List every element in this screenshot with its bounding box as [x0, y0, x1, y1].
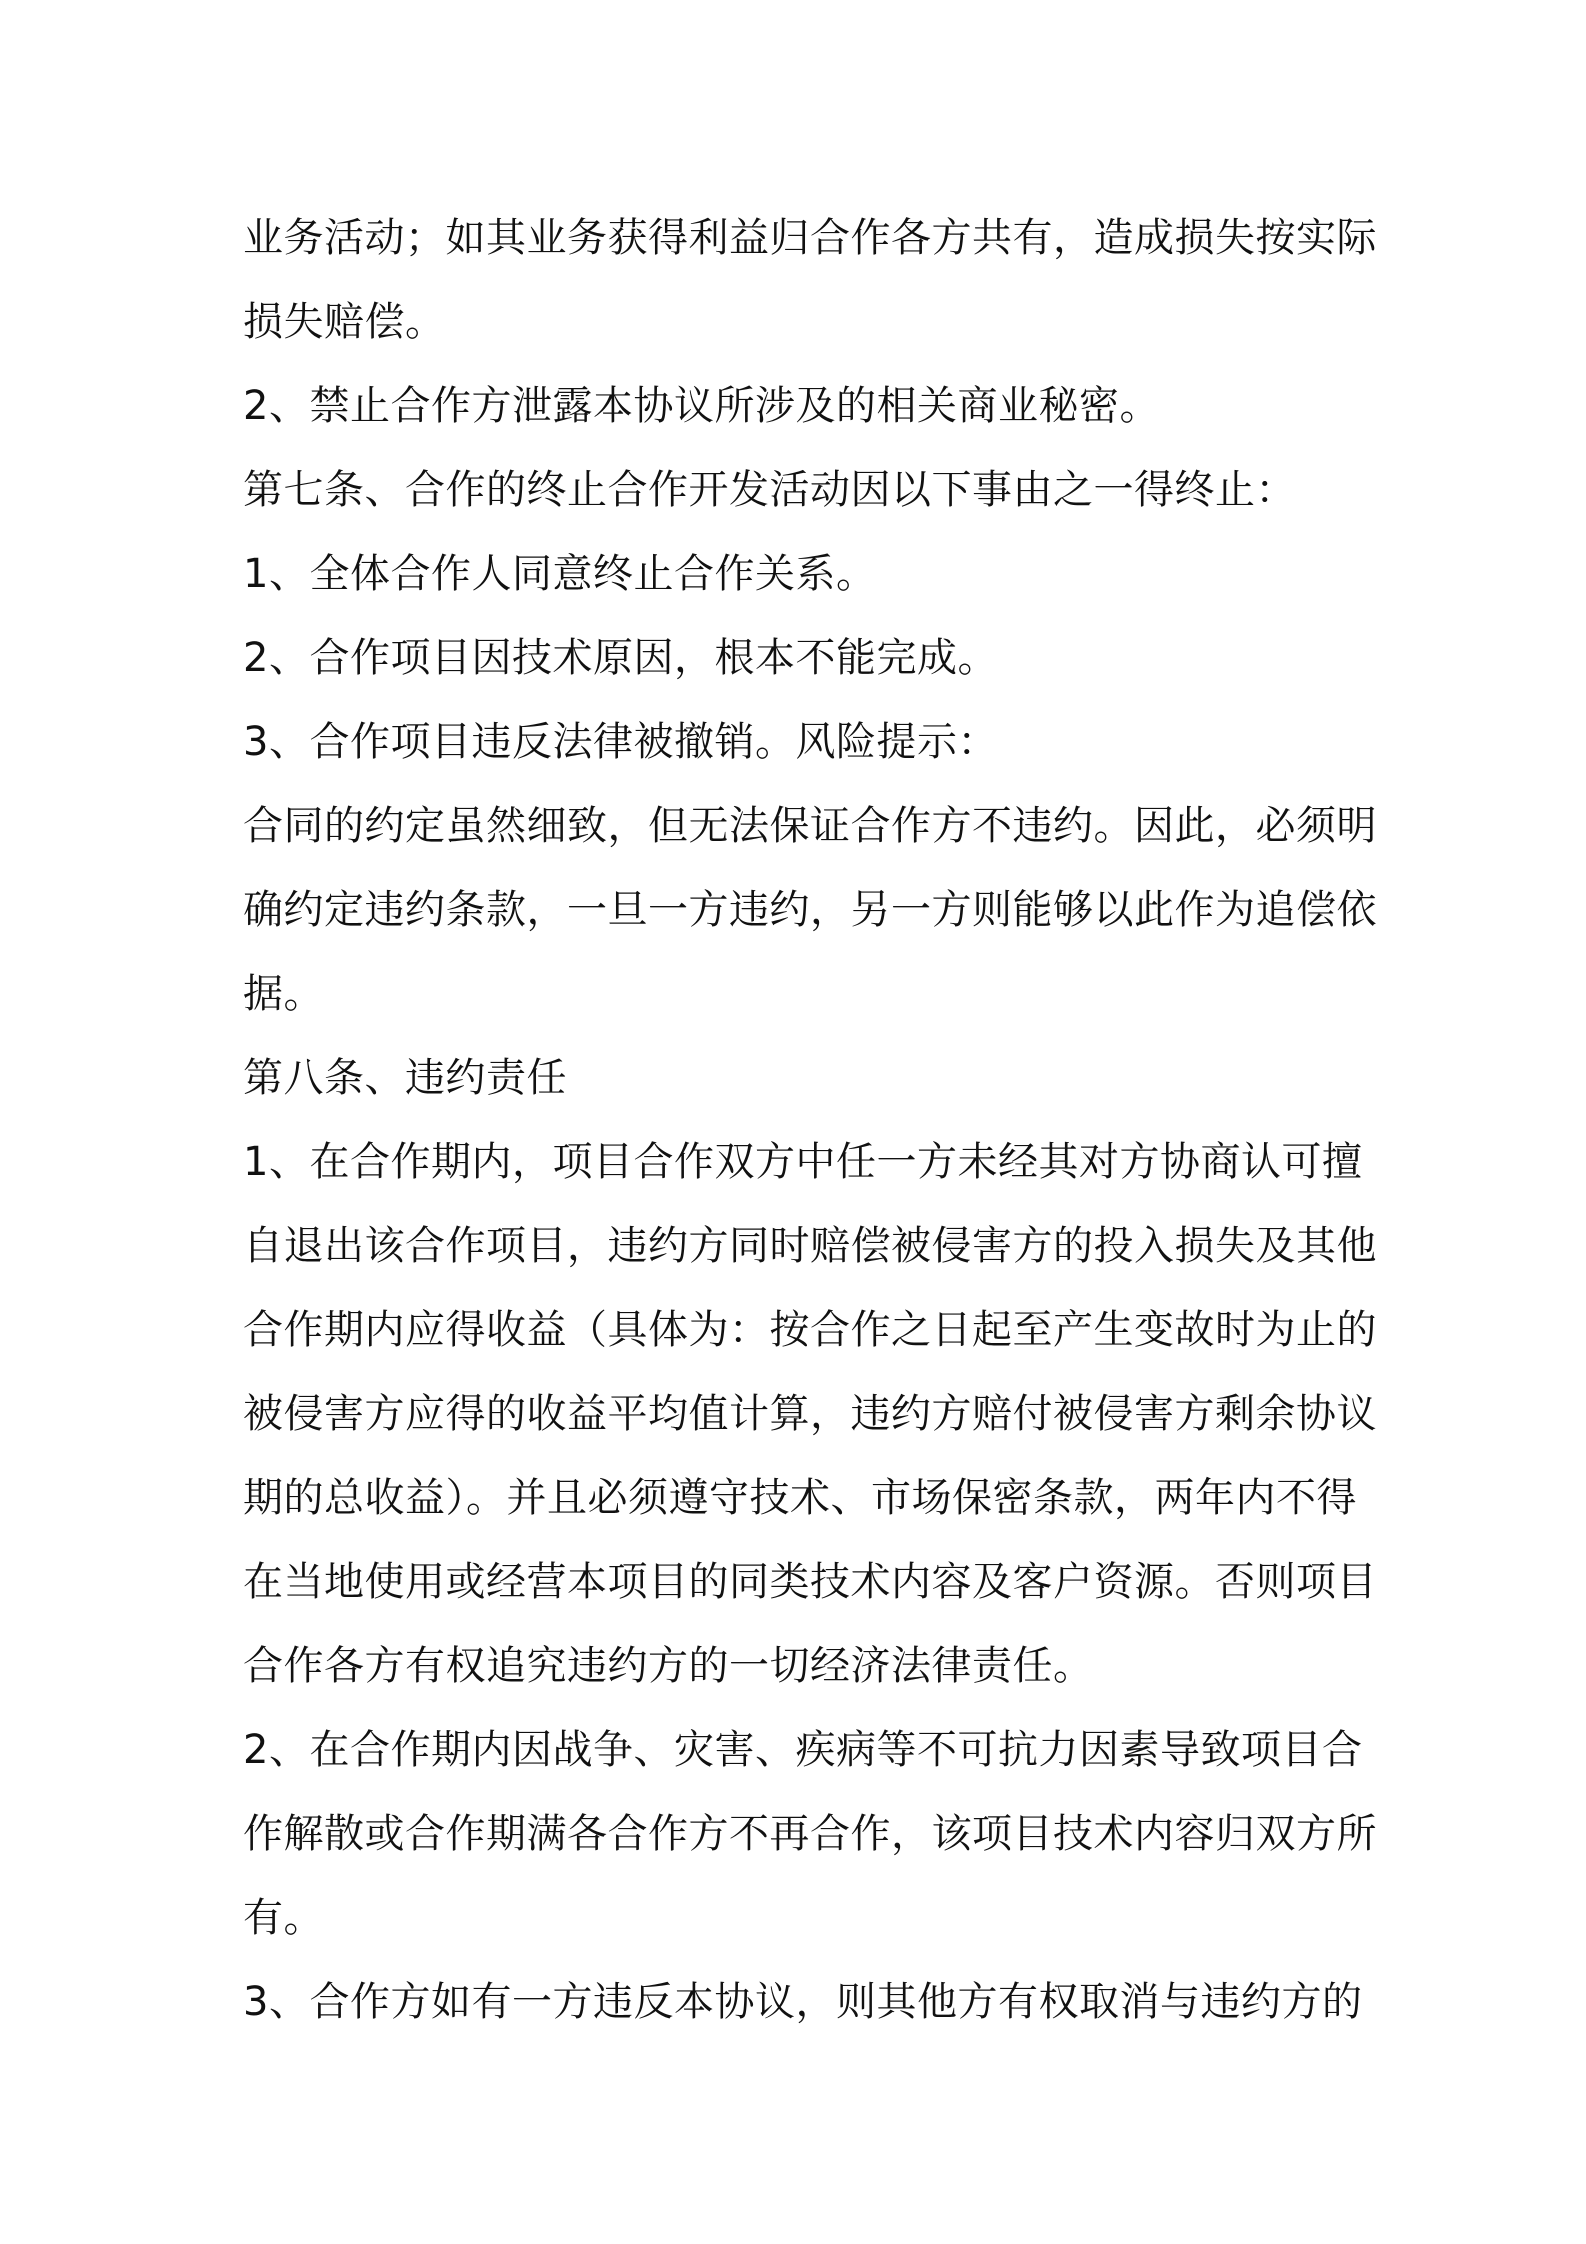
text-line: 业务活动；如其业务获得利益归合作各方共有，造成损失按实际	[243, 215, 1377, 261]
text-line: 据。	[243, 971, 324, 1017]
text-line: 合同的约定虽然细致，但无法保证合作方不违约。因此，必须明	[243, 803, 1377, 849]
text-line: 1、在合作期内，项目合作双方中任一方未经其对方协商认可擅	[243, 1139, 1363, 1185]
text-line: 自退出该合作项目，违约方同时赔偿被侵害方的投入损失及其他	[243, 1223, 1377, 1269]
text-line: 作解散或合作期满各合作方不再合作，该项目技术内容归双方所	[243, 1811, 1377, 1857]
text-line: 合作各方有权追究违约方的一切经济法律责任。	[243, 1643, 1094, 1689]
text-line: 3、合作方如有一方违反本协议，则其他方有权取消与违约方的	[243, 1979, 1363, 2025]
document-body	[243, 196, 1377, 2044]
text-line: 确约定违约条款，一旦一方违约，另一方则能够以此作为追偿依	[243, 887, 1377, 933]
text-line: 3、合作项目违反法律被撤销。风险提示：	[243, 719, 998, 765]
text-line: 2、在合作期内因战争、灾害、疾病等不可抗力因素导致项目合	[243, 1727, 1363, 1773]
section-heading: 第八条、违约责任	[243, 1055, 567, 1101]
text-line: 损失赔偿。	[243, 299, 446, 345]
text-line: 2、禁止合作方泄露本协议所涉及的相关商业秘密。	[243, 383, 1160, 429]
text-line: 合作期内应得收益（具体为：按合作之日起至产生变故时为止的	[243, 1307, 1377, 1353]
text-line: 2、合作项目因技术原因，根本不能完成。	[243, 635, 998, 681]
text-line: 被侵害方应得的收益平均值计算，违约方赔付被侵害方剩余协议	[243, 1391, 1377, 1437]
text-line: 在当地使用或经营本项目的同类技术内容及客户资源。否则项目	[243, 1559, 1377, 1605]
text-line: 有。	[243, 1895, 324, 1941]
text-line: 1、全体合作人同意终止合作关系。	[243, 551, 877, 597]
section-heading: 第七条、合作的终止合作开发活动因以下事由之一得终止：	[243, 467, 1296, 513]
text-line: 期的总收益）。并且必须遵守技术、市场保密条款，两年内不得	[243, 1475, 1357, 1521]
